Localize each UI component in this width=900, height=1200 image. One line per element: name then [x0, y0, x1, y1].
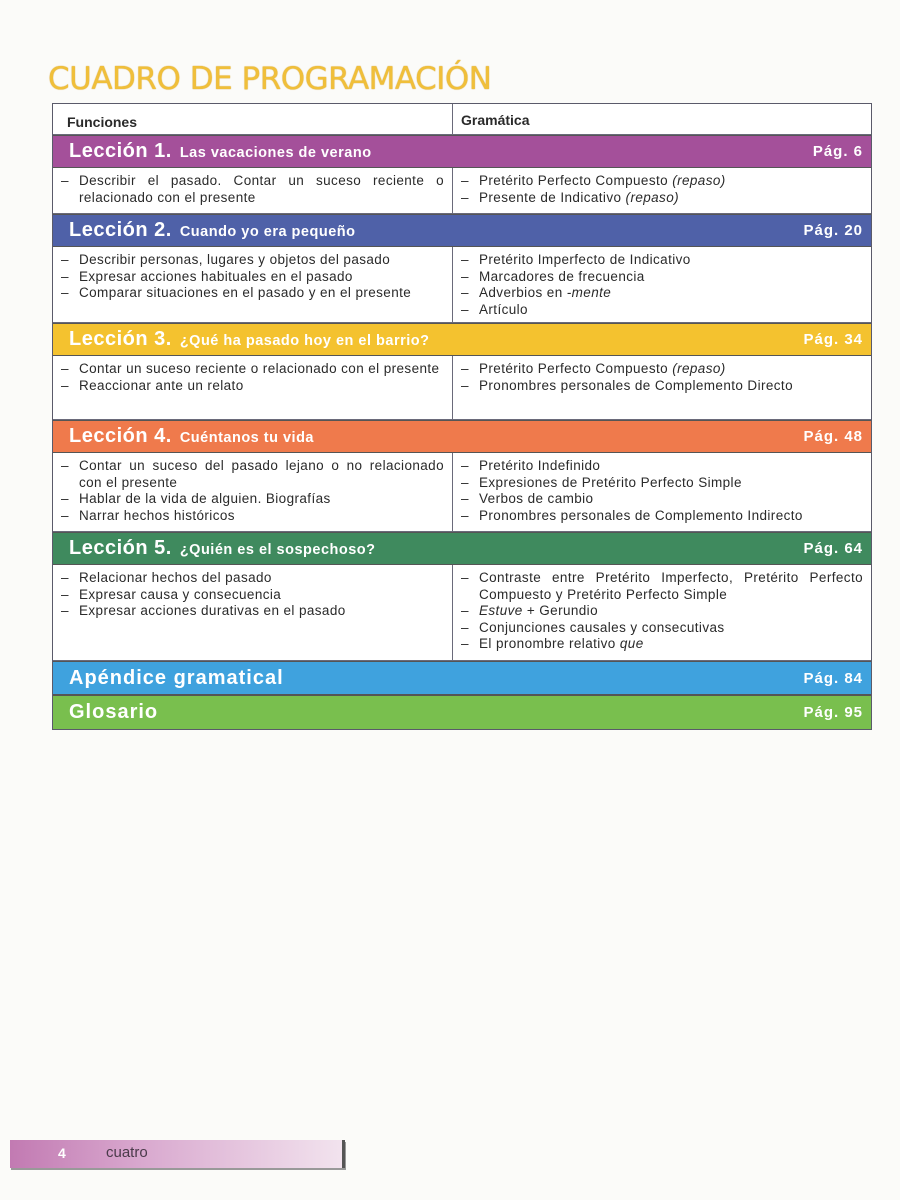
- gramatica-italic-text: -mente: [566, 285, 612, 301]
- dash-mark: –: [461, 285, 469, 301]
- gramatica-item: [461, 361, 863, 378]
- lesson-subtitle: Cuéntanos tu vida: [179, 430, 314, 446]
- gramatica-text: Expresiones de Pretérito Perfecto Simple: [479, 474, 742, 490]
- appendix-page: Pág. 84: [803, 669, 863, 687]
- dash-mark: –: [61, 268, 69, 284]
- gramatica-column: [453, 453, 871, 531]
- funciones-column: [53, 356, 453, 419]
- lesson-content-5: [53, 565, 871, 661]
- gramatica-item: [461, 458, 863, 475]
- dash-mark: –: [61, 491, 69, 507]
- gramatica-text: Contraste entre Pretérito Imperfecto, Pretérito Perfecto Compuesto y Pretérito Perfecto Simple: [479, 570, 863, 602]
- funcion-item: [61, 285, 444, 302]
- appendix-band[interactable]: [53, 661, 871, 695]
- gramatica-item: [461, 173, 863, 190]
- dash-mark: –: [461, 458, 469, 473]
- gramatica-text: + Gerundio: [522, 603, 598, 619]
- lesson-number: Lección 4.: [69, 425, 172, 447]
- dash-mark: –: [61, 458, 69, 473]
- gramatica-italic-text: (repaso): [672, 173, 726, 188]
- dash-mark: –: [461, 268, 469, 284]
- header-funciones: Funciones: [53, 104, 453, 134]
- dash-mark: –: [461, 636, 469, 652]
- gramatica-item: [461, 269, 863, 286]
- gramatica-text: Pretérito Indefinido: [479, 458, 601, 473]
- funcion-text: Describir personas, lugares y objetos del pasado: [79, 252, 391, 267]
- gramatica-text: Artículo: [479, 301, 528, 317]
- gramatica-item: [461, 570, 863, 603]
- gramatica-item: [461, 491, 863, 508]
- gramatica-text: Pretérito Perfecto Compuesto: [479, 361, 673, 376]
- appendix-title: Apéndice gramatical: [69, 666, 284, 689]
- dash-mark: –: [61, 586, 69, 602]
- lesson-page-ref: Pág. 48: [803, 428, 863, 445]
- lesson-band-3[interactable]: [53, 323, 871, 356]
- funciones-column: [53, 168, 453, 213]
- page-footer: [10, 1140, 345, 1168]
- funcion-item: [61, 361, 444, 378]
- program-table: [52, 103, 872, 730]
- dash-mark: –: [61, 173, 69, 188]
- lesson-subtitle: ¿Quién es el sospechoso?: [179, 542, 376, 558]
- dash-mark: –: [461, 377, 469, 393]
- page-number-word: cuatro: [106, 1144, 148, 1161]
- funcion-item: [61, 570, 444, 587]
- gramatica-text: Marcadores de frecuencia: [479, 268, 645, 284]
- lesson-page-ref: Pág. 20: [803, 222, 863, 239]
- gramatica-text: Adverbios en: [479, 285, 567, 301]
- lesson-page-ref: Pág. 34: [803, 331, 863, 348]
- gramatica-item: [461, 378, 863, 395]
- gramatica-text: Presente de Indicativo: [479, 189, 626, 205]
- funcion-text: Expresar acciones durativas en el pasado: [79, 603, 346, 619]
- gramatica-item: [461, 603, 863, 620]
- lesson-number: Lección 3.: [69, 328, 172, 350]
- gramatica-item: [461, 252, 863, 269]
- funcion-item: [61, 269, 444, 286]
- funciones-column: [53, 453, 453, 531]
- dash-mark: –: [461, 491, 469, 507]
- lessons-container: [53, 135, 871, 661]
- funcion-item: [61, 173, 444, 206]
- gramatica-text: Pretérito Perfecto Compuesto: [479, 173, 673, 188]
- dash-mark: –: [61, 252, 69, 267]
- dash-mark: –: [461, 173, 469, 188]
- lesson-subtitle: Las vacaciones de verano: [179, 145, 372, 161]
- gramatica-item: [461, 620, 863, 637]
- gramatica-italic-text: (repaso): [625, 189, 680, 205]
- dash-mark: –: [61, 570, 69, 585]
- gramatica-text: Pretérito Imperfecto de Indicativo: [479, 252, 691, 267]
- funcion-item: [61, 603, 444, 620]
- lesson-subtitle: ¿Qué ha pasado hoy en el barrio?: [179, 333, 430, 349]
- gramatica-item: [461, 475, 863, 492]
- funciones-column: [53, 565, 453, 660]
- gramatica-item: [461, 285, 863, 302]
- dash-mark: –: [461, 252, 469, 267]
- gramatica-item: [461, 190, 863, 207]
- funcion-text: Expresar acciones habituales en el pasado: [79, 268, 353, 284]
- dash-mark: –: [61, 361, 69, 376]
- dash-mark: –: [461, 570, 469, 585]
- gramatica-italic-text: que: [619, 636, 644, 652]
- funciones-column: [53, 247, 453, 322]
- funcion-text: Reaccionar ante un relato: [79, 377, 244, 393]
- gramatica-item: [461, 508, 863, 525]
- dash-mark: –: [461, 301, 469, 317]
- funcion-text: Narrar hechos históricos: [79, 507, 235, 523]
- lesson-band-1[interactable]: [53, 135, 871, 168]
- dash-mark: –: [461, 619, 469, 635]
- lesson-number: Lección 5.: [69, 537, 172, 559]
- dash-mark: –: [461, 361, 469, 376]
- gramatica-text: El pronombre relativo: [479, 636, 620, 652]
- funcion-item: [61, 458, 444, 491]
- dash-mark: –: [461, 189, 469, 205]
- gramatica-item: [461, 302, 863, 319]
- funcion-text: Expresar causa y consecuencia: [79, 586, 282, 602]
- glossary-title: Glosario: [69, 701, 159, 723]
- gramatica-column: [453, 247, 871, 322]
- lesson-band-5[interactable]: [53, 532, 871, 565]
- dash-mark: –: [61, 603, 69, 619]
- gramatica-text: Pronombres personales de Complemento Indirecto: [479, 507, 803, 523]
- funcion-text: Describir el pasado. Contar un suceso reciente o relacionado con el presente: [79, 173, 444, 205]
- dash-mark: –: [61, 377, 69, 393]
- glossary-page: Pág. 95: [803, 704, 863, 721]
- dash-mark: –: [61, 507, 69, 523]
- funcion-item: [61, 378, 444, 395]
- page-title: CUADRO DE PROGRAMACIÓN: [48, 60, 492, 97]
- gramatica-item: [461, 636, 863, 653]
- lesson-subtitle: Cuando yo era pequeño: [179, 224, 356, 240]
- lesson-band-2[interactable]: [53, 214, 871, 247]
- lesson-page-ref: Pág. 64: [803, 540, 863, 557]
- gramatica-column: [453, 168, 871, 213]
- gramatica-text: Verbos de cambio: [479, 491, 594, 507]
- header-gramatica: Gramática: [461, 112, 530, 128]
- gramatica-text: Pronombres personales de Complemento Directo: [479, 377, 793, 393]
- funcion-item: [61, 491, 444, 508]
- lesson-band-4[interactable]: [53, 420, 871, 453]
- funcion-text: Contar un suceso reciente o relacionado con el presente: [79, 361, 440, 376]
- lesson-content-3: [53, 356, 871, 420]
- dash-mark: –: [461, 603, 469, 619]
- gramatica-column: [453, 565, 871, 660]
- funcion-item: [61, 252, 444, 269]
- gramatica-column: [453, 356, 871, 419]
- funcion-text: Relacionar hechos del pasado: [79, 570, 272, 585]
- funcion-item: [61, 508, 444, 525]
- dash-mark: –: [461, 507, 469, 523]
- table-header: [53, 104, 871, 135]
- dash-mark: –: [461, 474, 469, 490]
- glossary-band[interactable]: [53, 695, 871, 729]
- funcion-text: Contar un suceso del pasado lejano o no relacionado con el presente: [79, 458, 444, 490]
- lesson-number: Lección 2.: [69, 219, 172, 241]
- gramatica-text: Conjunciones causales y consecutivas: [479, 619, 725, 635]
- funcion-text: Hablar de la vida de alguien. Biografías: [79, 491, 331, 507]
- lesson-page-ref: Pág. 6: [812, 143, 863, 160]
- lesson-content-2: [53, 247, 871, 323]
- page-number: 4: [58, 1145, 66, 1161]
- lesson-content-4: [53, 453, 871, 532]
- lesson-content-1: [53, 168, 871, 214]
- gramatica-italic-text: Estuve: [479, 603, 523, 619]
- funcion-text: Comparar situaciones en el pasado y en el presente: [79, 285, 412, 301]
- gramatica-italic-text: (repaso): [672, 361, 726, 376]
- lesson-number: Lección 1.: [69, 140, 172, 162]
- dash-mark: –: [61, 285, 69, 301]
- funcion-item: [61, 587, 444, 604]
